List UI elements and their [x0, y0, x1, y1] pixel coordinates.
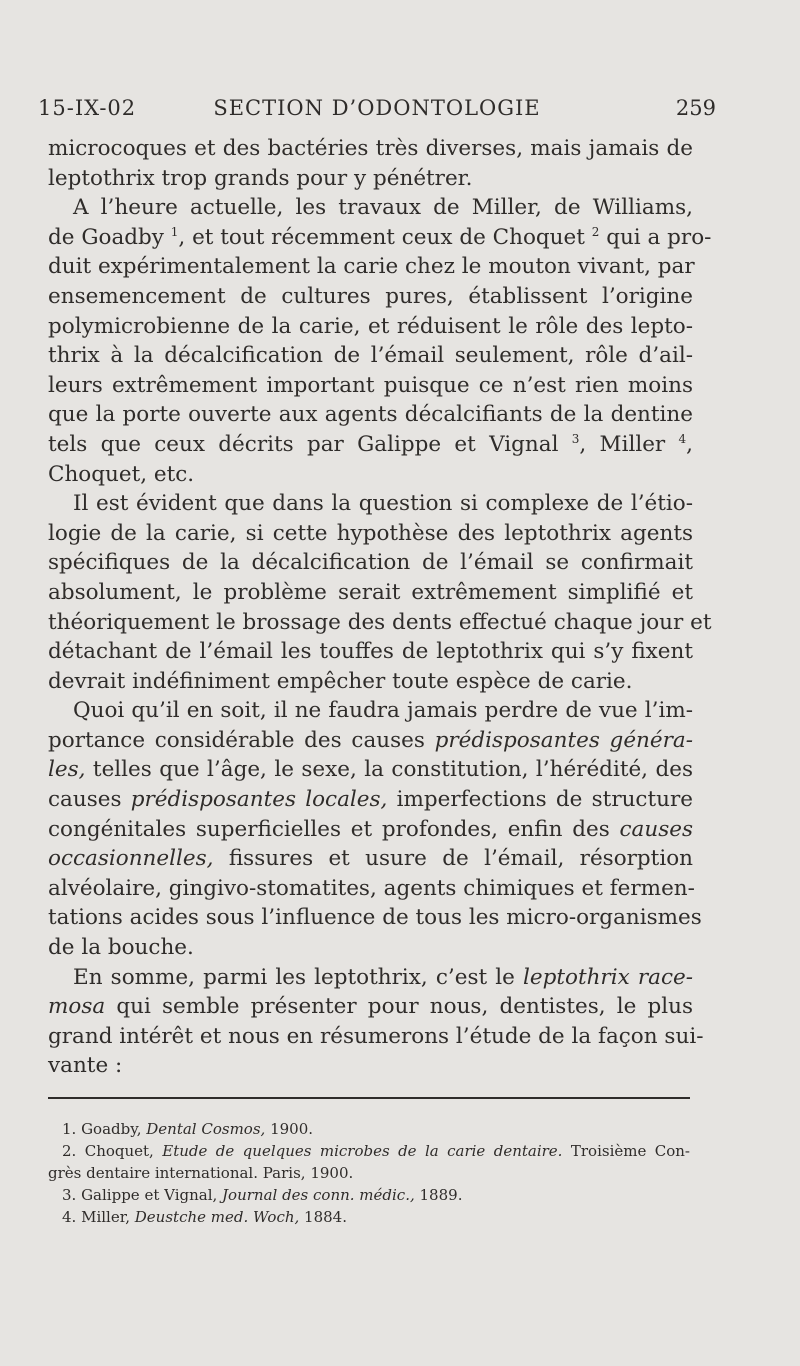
text-line: causes prédisposantes locales, imperfections de structure — [48, 787, 693, 813]
text-line: détachant de l’émail les touffes de leptothrix qui s’y fixent — [48, 639, 693, 665]
text-line: théoriquement le brossage des dents effectué chaque jour et — [48, 609, 712, 635]
text-line: polymicrobienne de la carie, et réduisent le rôle des lepto- — [48, 313, 693, 339]
text-line: leptothrix trop grands pour y pénétrer. — [48, 165, 473, 191]
text-line: ensemencement de cultures pures, établissent l’origine — [48, 283, 693, 309]
text-line: de Goadby $^1$, et tout récemment ceux de Choquet $^2$ qui a pro- — [48, 224, 712, 250]
text-line: leurs extrêmement important puisque ce n’est rien moins — [48, 372, 693, 398]
header-section-title: SECTION D’ODONTOLOGIE — [213, 96, 541, 120]
text-line: En somme, parmi les leptothrix, c’est le leptothrix race- — [73, 964, 693, 990]
text-line: thrix à la décalcification de l’émail seulement, rôle d’ail- — [48, 343, 693, 369]
footnote-continuation: grès dentaire international. Paris, 1900. — [48, 1164, 354, 1182]
footnotes — [48, 1118, 690, 1228]
header-date: 15-IX-02 — [38, 96, 137, 120]
text-line: mosa qui semble présenter pour nous, dentistes, le plus — [48, 994, 693, 1020]
text-line: logie de la carie, si cette hypothèse des leptothrix agents — [48, 520, 693, 546]
text-line: Il est évident que dans la question si complexe de l’étio- — [73, 491, 693, 517]
text-line: Choquet, etc. — [48, 461, 195, 487]
footnote-ref: 2 — [591, 224, 600, 239]
text-line: portance considérable des causes prédisposantes généra- — [48, 727, 693, 753]
text-line: A l’heure actuelle, les travaux de Miller, de Williams, — [73, 195, 693, 221]
footnote-ref: 3 — [571, 431, 580, 446]
footnote-ref: 4 — [678, 431, 687, 446]
footnote-divider — [48, 1097, 690, 1099]
text-line: que la porte ouverte aux agents décalcifiants de la dentine — [48, 402, 693, 428]
text-line: devrait indéfiniment empêcher toute espèce de carie. — [48, 668, 633, 694]
running-header — [38, 96, 716, 126]
text-line: les, telles que l’âge, le sexe, la constitution, l’hérédité, des — [48, 757, 693, 783]
text-line: absolument, le problème serait extrêmement simplifié et — [48, 579, 693, 605]
text-line: tels que ceux décrits par Galippe et Vignal $^3$, Miller $^4$, — [48, 431, 693, 457]
text-line: occasionnelles, fissures et usure de l’émail, résorption — [48, 846, 693, 872]
text-line: spécifiques de la décalcification de l’émail se confirmait — [48, 550, 693, 576]
footnote: 4. Miller, Deustche med. Woch, 1884. — [62, 1208, 347, 1226]
text-line: congénitales superficielles et profondes, enfin des causes — [48, 816, 693, 842]
footnote: 3. Galippe et Vignal, Journal des conn. médic., 1889. — [62, 1186, 463, 1204]
footnote-ref: 1 — [170, 224, 179, 239]
footnote: 2. Choquet, Etude de quelques microbes de la carie dentaire. Troisième Con- — [62, 1142, 690, 1160]
text-line: alvéolaire, gingivo-stomatites, agents chimiques et fermen- — [48, 875, 695, 901]
body-text — [48, 134, 712, 1081]
text-line: vante : — [48, 1053, 123, 1079]
text-line: microcoques et des bactéries très diverses, mais jamais de — [48, 136, 693, 161]
text-line: duit expérimentalement la carie chez le mouton vivant, par — [48, 254, 695, 280]
text-line: Quoi qu’il en soit, il ne faudra jamais perdre de vue l’im- — [73, 698, 693, 724]
text-line: tations acides sous l’influence de tous les micro-organismes — [48, 905, 702, 931]
text-line: grand intérêt et nous en résumerons l’étude de la façon sui- — [48, 1023, 704, 1049]
footnote: 1. Goadby, Dental Cosmos, 1900. — [62, 1120, 314, 1138]
page-number: 259 — [675, 96, 716, 120]
text-line: de la bouche. — [48, 935, 194, 961]
